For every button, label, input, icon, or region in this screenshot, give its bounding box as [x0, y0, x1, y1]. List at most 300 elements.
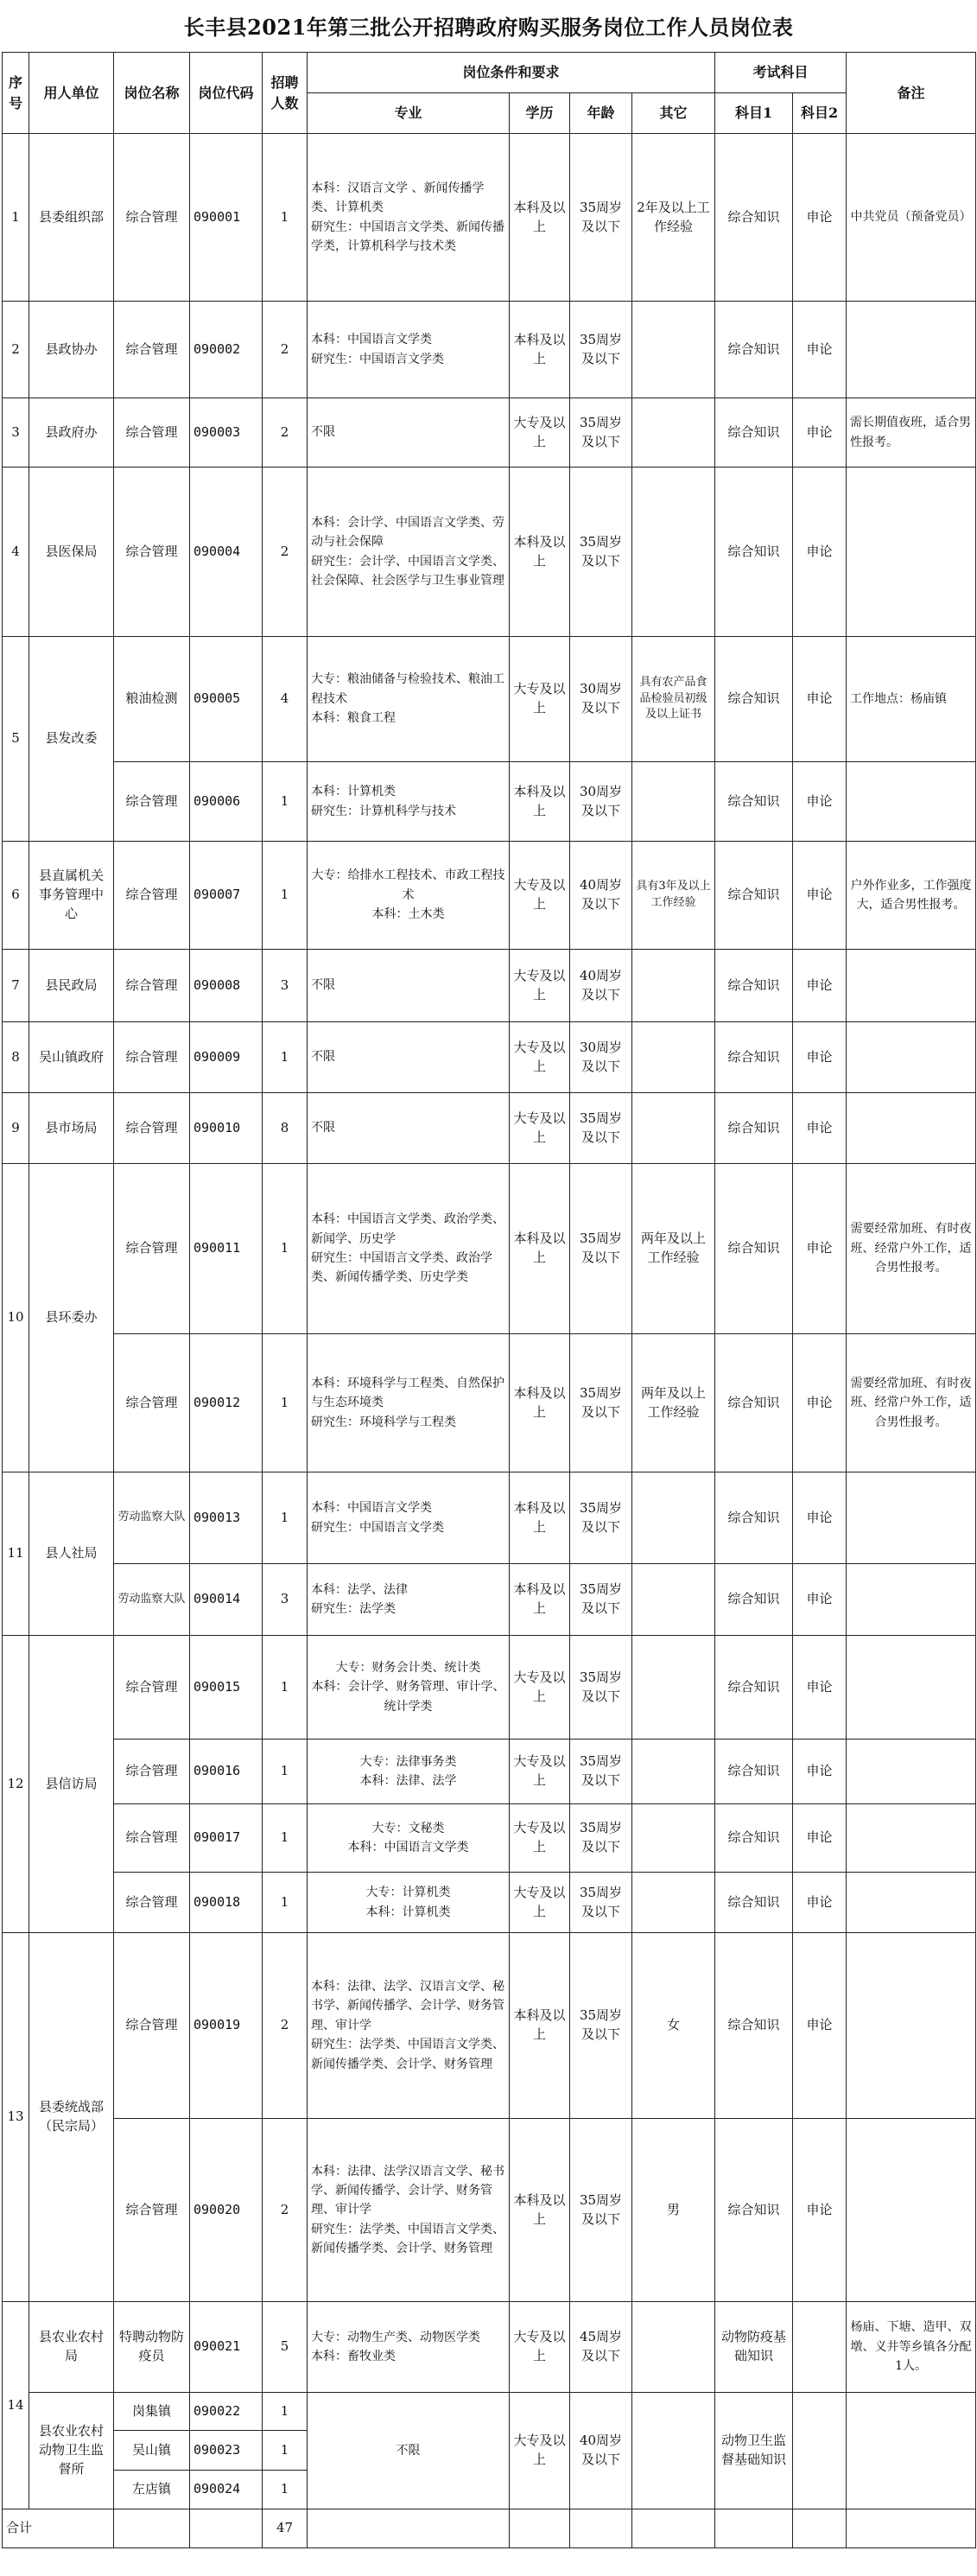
cell-count: 2 — [263, 1933, 308, 2119]
total-row — [3, 2509, 976, 2548]
cell-position: 综合管理 — [114, 134, 190, 302]
cell-count: 1 — [263, 134, 308, 302]
cell-age: 35周岁及以下 — [570, 467, 632, 637]
table-row — [3, 2393, 976, 2431]
header-age: 年龄 — [570, 93, 632, 134]
cell-other — [632, 1093, 715, 1164]
cell-position: 综合管理 — [114, 1334, 190, 1472]
cell-unit: 县政协办 — [29, 302, 114, 398]
table-row — [3, 1334, 976, 1472]
cell-position: 综合管理 — [114, 398, 190, 467]
cell-remark: 杨庙、下塘、造甲、双墩、义井等乡镇各分配1人。 — [847, 2302, 976, 2393]
cell-position: 综合管理 — [114, 1636, 190, 1740]
table-row — [3, 467, 976, 637]
cell-code: 090013 — [190, 1472, 263, 1564]
cell-other: 女 — [632, 1933, 715, 2119]
cell-subject2: 申论 — [793, 302, 847, 398]
cell-major: 本科：中国语言文学类 研究生：中国语言文学类 — [308, 302, 510, 398]
cell-subject1: 综合知识 — [715, 1164, 793, 1334]
cell-education: 大专及以上 — [510, 2393, 570, 2509]
cell-subject2: 申论 — [793, 762, 847, 842]
header-row-1 — [3, 53, 976, 93]
cell-unit: 县发改委 — [29, 637, 114, 842]
cell-remark — [847, 467, 976, 637]
cell-remark — [847, 2119, 976, 2302]
table-row — [3, 1873, 976, 1933]
cell-code: 090021 — [190, 2302, 263, 2393]
table-row — [3, 1164, 976, 1334]
cell-position: 综合管理 — [114, 2119, 190, 2302]
cell-code: 090024 — [190, 2471, 263, 2509]
cell-age: 40周岁及以下 — [570, 950, 632, 1022]
cell-position: 综合管理 — [114, 1740, 190, 1804]
cell-age: 35周岁及以下 — [570, 1334, 632, 1472]
cell-education: 本科及以上 — [510, 1933, 570, 2119]
cell-major: 不限 — [308, 398, 510, 467]
cell-major: 大专：财务会计类、统计类 本科：会计学、财务管理、审计学、统计学类 — [308, 1636, 510, 1740]
cell-count: 1 — [263, 2393, 308, 2431]
cell-count: 1 — [263, 2431, 308, 2471]
cell-major: 本科：会计学、中国语言文学类、劳动与社会保障 研究生：会计学、中国语言文学类、社会保障、社会医学与卫生事业管理 — [308, 467, 510, 637]
cell-age: 35周岁及以下 — [570, 1164, 632, 1334]
cell-other — [632, 950, 715, 1022]
header-position: 岗位名称 — [114, 53, 190, 134]
cell-major: 本科：中国语言文学类、政治学类、新闻学、历史学 研究生：中国语言文学类、政治学类、新闻传播学类、历史学类 — [308, 1164, 510, 1334]
cell-seq: 11 — [3, 1472, 29, 1636]
cell-position: 综合管理 — [114, 467, 190, 637]
cell-major: 本科：计算机类 研究生：计算机科学与技术 — [308, 762, 510, 842]
header-education: 学历 — [510, 93, 570, 134]
cell-education: 本科及以上 — [510, 134, 570, 302]
cell-unit: 吴山镇政府 — [29, 1022, 114, 1093]
cell-education: 大专及以上 — [510, 1873, 570, 1933]
cell-age: 35周岁及以下 — [570, 302, 632, 398]
table-row — [3, 637, 976, 762]
cell-unit: 县农业农村局 — [29, 2302, 114, 2393]
total-label: 合计 — [3, 2509, 114, 2548]
cell-other — [632, 1804, 715, 1873]
table-row — [3, 1740, 976, 1804]
cell-count: 2 — [263, 398, 308, 467]
cell-other — [632, 467, 715, 637]
cell-subject1: 综合知识 — [715, 637, 793, 762]
cell-remark: 需要经常加班、有时夜班、经常户外工作，适合男性报考。 — [847, 1334, 976, 1472]
total-empty — [847, 2509, 976, 2548]
cell-subject1: 综合知识 — [715, 1636, 793, 1740]
cell-subject2: 申论 — [793, 1873, 847, 1933]
cell-count: 5 — [263, 2302, 308, 2393]
total-empty — [570, 2509, 632, 2548]
cell-remark — [847, 1636, 976, 1740]
cell-count: 1 — [263, 762, 308, 842]
cell-other — [632, 762, 715, 842]
cell-position: 综合管理 — [114, 950, 190, 1022]
cell-subject2: 申论 — [793, 1164, 847, 1334]
cell-education: 本科及以上 — [510, 1564, 570, 1636]
cell-age: 45周岁及以下 — [570, 2302, 632, 2393]
cell-unit: 县信访局 — [29, 1636, 114, 1933]
cell-remark — [847, 1022, 976, 1093]
cell-subject1: 综合知识 — [715, 1933, 793, 2119]
table-row — [3, 1093, 976, 1164]
cell-position: 岗集镇 — [114, 2393, 190, 2431]
cell-remark: 需要经常加班、有时夜班、经常户外工作，适合男性报考。 — [847, 1164, 976, 1334]
cell-code: 090012 — [190, 1334, 263, 1472]
cell-age: 35周岁及以下 — [570, 1636, 632, 1740]
cell-major: 本科：法律、法学汉语言文学、秘书学、新闻传播学、会计学、财务管理、审计学 研究生：法学类、中国语言文学类、新闻传播学类、会计学、财务管理 — [308, 2119, 510, 2302]
cell-count: 1 — [263, 1636, 308, 1740]
cell-count: 1 — [263, 842, 308, 950]
cell-position: 综合管理 — [114, 1933, 190, 2119]
cell-education: 大专及以上 — [510, 637, 570, 762]
cell-subject1: 综合知识 — [715, 1873, 793, 1933]
cell-education: 本科及以上 — [510, 467, 570, 637]
cell-seq: 4 — [3, 467, 29, 637]
header-other: 其它 — [632, 93, 715, 134]
cell-subject2: 申论 — [793, 1334, 847, 1472]
cell-remark — [847, 1740, 976, 1804]
cell-age: 30周岁及以下 — [570, 637, 632, 762]
positions-table — [2, 52, 976, 2548]
cell-age: 35周岁及以下 — [570, 134, 632, 302]
cell-major: 大专：给排水工程技术、市政工程技术 本科：土木类 — [308, 842, 510, 950]
header-subject2: 科目2 — [793, 93, 847, 134]
cell-code: 090002 — [190, 302, 263, 398]
cell-seq: 8 — [3, 1022, 29, 1093]
table-row — [3, 1472, 976, 1564]
cell-code: 090003 — [190, 398, 263, 467]
cell-education: 本科及以上 — [510, 2119, 570, 2302]
table-row — [3, 842, 976, 950]
cell-count: 1 — [263, 1022, 308, 1093]
header-remark: 备注 — [847, 53, 976, 134]
cell-code: 090011 — [190, 1164, 263, 1334]
cell-education: 本科及以上 — [510, 1472, 570, 1564]
header-count: 招聘人数 — [263, 53, 308, 134]
cell-major: 本科：中国语言文学类 研究生：中国语言文学类 — [308, 1472, 510, 1564]
cell-subject2: 申论 — [793, 1740, 847, 1804]
cell-subject1: 综合知识 — [715, 467, 793, 637]
table-row — [3, 302, 976, 398]
cell-remark — [847, 1472, 976, 1564]
cell-count: 1 — [263, 1472, 308, 1564]
cell-education: 本科及以上 — [510, 762, 570, 842]
cell-other: 男 — [632, 2119, 715, 2302]
cell-position: 综合管理 — [114, 302, 190, 398]
cell-age: 35周岁及以下 — [570, 1564, 632, 1636]
header-code: 岗位代码 — [190, 53, 263, 134]
cell-position: 综合管理 — [114, 1873, 190, 1933]
cell-major: 大专：动物生产类、动物医学类 本科：畜牧业类 — [308, 2302, 510, 2393]
cell-seq: 7 — [3, 950, 29, 1022]
cell-seq: 12 — [3, 1636, 29, 1933]
cell-count: 2 — [263, 2119, 308, 2302]
table-row — [3, 2302, 976, 2393]
cell-education: 大专及以上 — [510, 398, 570, 467]
cell-seq: 14 — [3, 2302, 29, 2509]
cell-education: 大专及以上 — [510, 1093, 570, 1164]
cell-position: 粮油检测 — [114, 637, 190, 762]
cell-code: 090019 — [190, 1933, 263, 2119]
cell-subject1: 综合知识 — [715, 1564, 793, 1636]
cell-code: 090008 — [190, 950, 263, 1022]
cell-major: 本科：法律、法学、汉语言文学、秘书学、新闻传播学、会计学、财务管理、审计学 研究生：法学类、中国语言文学类、新闻传播学类、会计学、财务管理 — [308, 1933, 510, 2119]
cell-major: 不限 — [308, 950, 510, 1022]
cell-age: 35周岁及以下 — [570, 1472, 632, 1564]
cell-subject1: 综合知识 — [715, 842, 793, 950]
cell-position: 综合管理 — [114, 762, 190, 842]
cell-count: 3 — [263, 1564, 308, 1636]
cell-code: 090018 — [190, 1873, 263, 1933]
cell-code: 090001 — [190, 134, 263, 302]
cell-code: 090022 — [190, 2393, 263, 2431]
cell-position: 综合管理 — [114, 1022, 190, 1093]
table-row — [3, 950, 976, 1022]
cell-major: 不限 — [308, 2393, 510, 2509]
cell-remark: 中共党员（预备党员） — [847, 134, 976, 302]
cell-age: 40周岁及以下 — [570, 842, 632, 950]
header-major: 专业 — [308, 93, 510, 134]
cell-age: 40周岁及以下 — [570, 2393, 632, 2509]
cell-code: 090015 — [190, 1636, 263, 1740]
header-subject1: 科目1 — [715, 93, 793, 134]
cell-subject2: 申论 — [793, 2119, 847, 2302]
cell-count: 2 — [263, 302, 308, 398]
total-count: 47 — [263, 2509, 308, 2548]
cell-subject2: 申论 — [793, 467, 847, 637]
cell-education: 本科及以上 — [510, 302, 570, 398]
cell-remark: 工作地点：杨庙镇 — [847, 637, 976, 762]
cell-remark — [847, 1804, 976, 1873]
cell-subject1: 综合知识 — [715, 762, 793, 842]
cell-age: 35周岁及以下 — [570, 2119, 632, 2302]
cell-age: 35周岁及以下 — [570, 398, 632, 467]
cell-major: 本科：法学、法律 研究生：法学类 — [308, 1564, 510, 1636]
cell-unit: 县医保局 — [29, 467, 114, 637]
cell-remark: 需长期值夜班，适合男性报考。 — [847, 398, 976, 467]
cell-education: 大专及以上 — [510, 1636, 570, 1740]
table-row — [3, 134, 976, 302]
cell-code: 090016 — [190, 1740, 263, 1804]
cell-subject1: 综合知识 — [715, 2119, 793, 2302]
total-empty — [715, 2509, 793, 2548]
table-row — [3, 762, 976, 842]
cell-remark — [847, 302, 976, 398]
cell-subject2: 申论 — [793, 950, 847, 1022]
cell-age: 35周岁及以下 — [570, 1933, 632, 2119]
cell-major: 不限 — [308, 1093, 510, 1164]
cell-remark — [847, 1933, 976, 2119]
table-row — [3, 2119, 976, 2302]
cell-other — [632, 1472, 715, 1564]
cell-subject1: 综合知识 — [715, 1093, 793, 1164]
cell-subject2: 申论 — [793, 1564, 847, 1636]
cell-unit: 县农业农村动物卫生监督所 — [29, 2393, 114, 2509]
total-empty — [793, 2509, 847, 2548]
table-row — [3, 1022, 976, 1093]
cell-seq: 13 — [3, 1933, 29, 2302]
cell-major: 大专：粮油储备与检验技术、粮油工程技术 本科：粮食工程 — [308, 637, 510, 762]
cell-unit: 县人社局 — [29, 1472, 114, 1636]
cell-other — [632, 1564, 715, 1636]
cell-age: 30周岁及以下 — [570, 1022, 632, 1093]
cell-major: 大专：计算机类 本科：计算机类 — [308, 1873, 510, 1933]
cell-age: 30周岁及以下 — [570, 762, 632, 842]
cell-remark — [847, 1564, 976, 1636]
cell-subject1: 综合知识 — [715, 302, 793, 398]
table-row — [3, 1933, 976, 2119]
cell-subject2 — [793, 2393, 847, 2509]
cell-other — [632, 1740, 715, 1804]
cell-age: 35周岁及以下 — [570, 1093, 632, 1164]
cell-subject2: 申论 — [793, 1472, 847, 1564]
cell-seq: 5 — [3, 637, 29, 842]
cell-count: 1 — [263, 1873, 308, 1933]
cell-subject1: 综合知识 — [715, 1472, 793, 1564]
cell-education: 大专及以上 — [510, 1804, 570, 1873]
cell-subject2: 申论 — [793, 842, 847, 950]
cell-other: 两年及以上工作经验 — [632, 1164, 715, 1334]
cell-unit: 县环委办 — [29, 1164, 114, 1472]
cell-seq: 1 — [3, 134, 29, 302]
cell-count: 1 — [263, 2471, 308, 2509]
cell-remark — [847, 1873, 976, 1933]
cell-subject1: 动物防疫基础知识 — [715, 2302, 793, 2393]
cell-subject1: 综合知识 — [715, 398, 793, 467]
total-empty — [114, 2509, 190, 2548]
cell-major: 不限 — [308, 1022, 510, 1093]
cell-subject1: 动物卫生监督基础知识 — [715, 2393, 793, 2509]
cell-other — [632, 1873, 715, 1933]
cell-subject2: 申论 — [793, 398, 847, 467]
cell-remark — [847, 950, 976, 1022]
table-row — [3, 1636, 976, 1740]
cell-other — [632, 1022, 715, 1093]
cell-count: 2 — [263, 467, 308, 637]
total-empty — [632, 2509, 715, 2548]
cell-unit: 县委组织部 — [29, 134, 114, 302]
header-conditions: 岗位条件和要求 — [308, 53, 715, 93]
cell-code: 090004 — [190, 467, 263, 637]
cell-education: 大专及以上 — [510, 2302, 570, 2393]
cell-remark: 户外作业多，工作强度大，适合男性报考。 — [847, 842, 976, 950]
cell-count: 8 — [263, 1093, 308, 1164]
cell-subject2: 申论 — [793, 1636, 847, 1740]
cell-code: 090023 — [190, 2431, 263, 2471]
cell-seq: 9 — [3, 1093, 29, 1164]
cell-subject2 — [793, 2302, 847, 2393]
cell-unit: 县民政局 — [29, 950, 114, 1022]
table-row — [3, 1804, 976, 1873]
total-empty — [510, 2509, 570, 2548]
total-empty — [308, 2509, 510, 2548]
cell-subject1: 综合知识 — [715, 134, 793, 302]
cell-subject1: 综合知识 — [715, 1022, 793, 1093]
total-empty — [190, 2509, 263, 2548]
cell-other — [632, 2302, 715, 2393]
cell-other: 2年及以上工作经验 — [632, 134, 715, 302]
cell-major: 本科：环境科学与工程类、自然保护与生态环境类 研究生：环境科学与工程类 — [308, 1334, 510, 1472]
cell-other: 具有农产品食品检验员初级及以上证书 — [632, 637, 715, 762]
cell-other — [632, 2393, 715, 2509]
cell-count: 4 — [263, 637, 308, 762]
cell-subject2: 申论 — [793, 134, 847, 302]
table-row — [3, 1564, 976, 1636]
cell-position: 劳动监察大队 — [114, 1564, 190, 1636]
cell-major: 本科：汉语言文学 、新闻传播学类、计算机类 研究生：中国语言文学类、新闻传播学类，计算机科学与技术类 — [308, 134, 510, 302]
cell-unit: 县市场局 — [29, 1093, 114, 1164]
cell-education: 大专及以上 — [510, 1740, 570, 1804]
cell-code: 090014 — [190, 1564, 263, 1636]
cell-position: 特聘动物防疫员 — [114, 2302, 190, 2393]
cell-age: 35周岁及以下 — [570, 1740, 632, 1804]
cell-code: 090017 — [190, 1804, 263, 1873]
cell-seq: 6 — [3, 842, 29, 950]
cell-education: 本科及以上 — [510, 1164, 570, 1334]
cell-subject2: 申论 — [793, 1093, 847, 1164]
cell-code: 090009 — [190, 1022, 263, 1093]
header-unit: 用人单位 — [29, 53, 114, 134]
cell-remark — [847, 762, 976, 842]
cell-subject1: 综合知识 — [715, 1804, 793, 1873]
cell-other — [632, 398, 715, 467]
cell-code: 090007 — [190, 842, 263, 950]
cell-position: 综合管理 — [114, 1093, 190, 1164]
cell-other — [632, 302, 715, 398]
page-title: 长丰县2021年第三批公开招聘政府购买服务岗位工作人员岗位表 — [183, 15, 794, 40]
header-exam: 考试科目 — [715, 53, 847, 93]
cell-unit: 县直属机关事务管理中心 — [29, 842, 114, 950]
cell-position: 综合管理 — [114, 1164, 190, 1334]
cell-seq: 2 — [3, 302, 29, 398]
cell-count: 1 — [263, 1740, 308, 1804]
cell-unit: 县委统战部（民宗局） — [29, 1933, 114, 2302]
cell-count: 1 — [263, 1334, 308, 1472]
cell-position: 综合管理 — [114, 1804, 190, 1873]
table-row — [3, 398, 976, 467]
cell-major: 大专：法律事务类 本科：法律、法学 — [308, 1740, 510, 1804]
cell-subject2: 申论 — [793, 1804, 847, 1873]
cell-code: 090006 — [190, 762, 263, 842]
header-seq: 序号 — [3, 53, 29, 134]
cell-education: 大专及以上 — [510, 950, 570, 1022]
cell-education: 大专及以上 — [510, 1022, 570, 1093]
cell-other: 具有3年及以上工作经验 — [632, 842, 715, 950]
cell-unit: 县政府办 — [29, 398, 114, 467]
cell-seq: 10 — [3, 1164, 29, 1472]
cell-subject2: 申论 — [793, 1933, 847, 2119]
cell-count: 1 — [263, 1804, 308, 1873]
cell-position: 左店镇 — [114, 2471, 190, 2509]
cell-seq: 3 — [3, 398, 29, 467]
cell-count: 3 — [263, 950, 308, 1022]
cell-position: 劳动监察大队 — [114, 1472, 190, 1564]
cell-subject2: 申论 — [793, 637, 847, 762]
cell-other — [632, 1636, 715, 1740]
cell-count: 1 — [263, 1164, 308, 1334]
cell-other: 两年及以上工作经验 — [632, 1334, 715, 1472]
cell-code: 090010 — [190, 1093, 263, 1164]
cell-subject1: 综合知识 — [715, 950, 793, 1022]
cell-code: 090005 — [190, 637, 263, 762]
cell-remark — [847, 2393, 976, 2509]
cell-education: 大专及以上 — [510, 842, 570, 950]
cell-position: 综合管理 — [114, 842, 190, 950]
cell-subject1: 综合知识 — [715, 1334, 793, 1472]
cell-position: 吴山镇 — [114, 2431, 190, 2471]
cell-subject1: 综合知识 — [715, 1740, 793, 1804]
cell-major: 大专：文秘类 本科：中国语言文学类 — [308, 1804, 510, 1873]
